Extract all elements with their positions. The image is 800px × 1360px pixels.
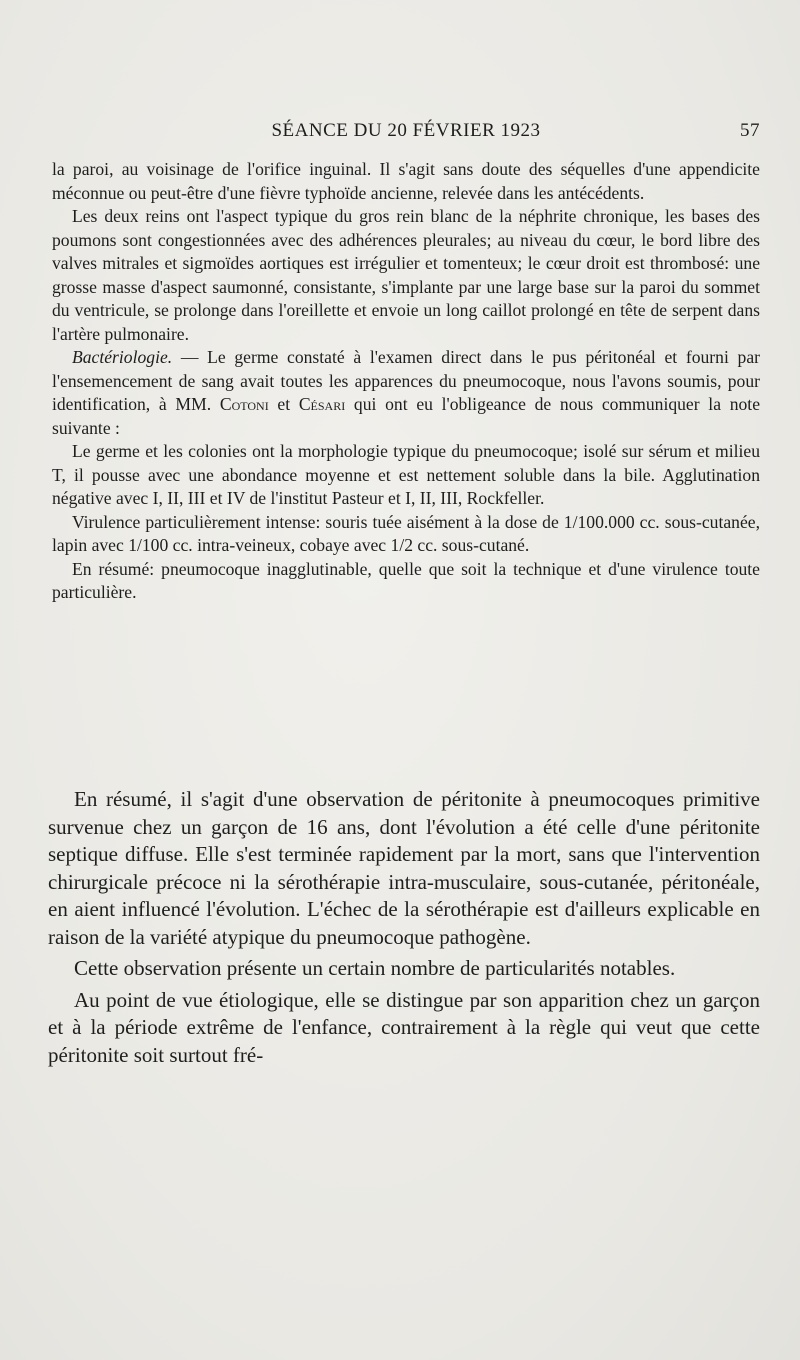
bacteriology-text-a: — Le germe constaté à l'examen direct dans le pus péritonéal et fourni par l'ensemencement de sang avait toutes les apparences du pneumocoque, nous l'avons soumis, pour identification, à MM. (52, 347, 760, 414)
notes-paragraph-5: Virulence particulièrement intense: souris tuée aisément à la dose de 1/100.000 cc. sous-cutanée, lapin avec 1/100 cc. intra-veineux, cobaye avec 1/2 cc. sous-cutané. (52, 511, 760, 555)
author-name-cotoni: Cotoni (219, 394, 269, 414)
page-number: 57 (740, 120, 760, 141)
body-paragraph-2: Cette observation présente un certain nombre de particularités notables. (74, 956, 676, 980)
body-paragraph-3: Au point de vue étiologique, elle se distingue par son apparition chez un garçon et à la période extrême de l'enfance, contrairement à la règle qui veut que cette péritonite soit surtout fré- (48, 987, 760, 1067)
running-header (52, 120, 760, 146)
notes-paragraph-4: Le germe et les colonies ont la morphologie typique du pneumocoque; isolé sur sérum et milieu T, il pousse avec une abondance moyenne et est nettement soluble dans la bile. Agglutination négative avec I, II, III et IV de l'institut Pasteur et I, II, III, Rockfeller. (52, 441, 760, 508)
author-name-cesari: Césari (298, 394, 346, 414)
notes-paragraph-bacteriology (52, 346, 760, 440)
header-title-prefix: SÉANCE DU (271, 120, 388, 141)
bacteriology-label: Bactériologie. (72, 347, 173, 367)
notes-paragraph-1: la paroi, au voisinage de l'orifice inguinal. Il s'agit sans doute des séquelles d'une appendicite méconnue ou peut-être d'une fièvre typhoïde ancienne, relevée dans les antécédents. (52, 159, 760, 203)
notes-paragraph-6: En résumé: pneumocoque inagglutinable, quelle que soit la technique et d'une virulence toute particulière. (52, 558, 760, 602)
main-text (48, 786, 760, 1073)
header-title (52, 120, 760, 142)
bacteriology-text-b: et (268, 394, 299, 414)
body-paragraph-1: En résumé, il s'agit d'une observation de péritonite à pneumocoques primitive survenue chez un garçon de 16 ans, dont l'évolution a été celle d'une péritonite septique diffuse. Elle s'est terminée rapidement par la mort, sans que l'intervention chirurgicale précoce ni la sérothérapie intra-musculaire, sous-cutanée, péritonéale, en aient influencé l'évolution. L'échec de la sérothérapie est d'ailleurs explicable en raison de la variété atypique du pneumocoque pathogène. (48, 787, 760, 949)
observation-notes (52, 158, 760, 605)
notes-paragraph-2: Les deux reins ont l'aspect typique du gros rein blanc de la néphrite chronique, les bases des poumons sont congestionnées avec des adhérences pleurales; au niveau du cœur, le bord libre des valves mitrales et sigmoïdes aortiques est irrégulier et tomenteux; le cœur droit est thrombosé: une grosse masse d'aspect saumonné, consistante, s'implante par une large base sur la paroi du sommet du ventricule, se prolonge dans l'oreillette et envoie un long caillot prolongé en tête de serpent dans l'artère pulmonaire. (52, 206, 760, 344)
header-date: 20 FÉVRIER 1923 (387, 120, 541, 141)
bacteriology-text-c: qui ont eu l'obligeance de nous communiquer la note suivante : (52, 394, 761, 438)
